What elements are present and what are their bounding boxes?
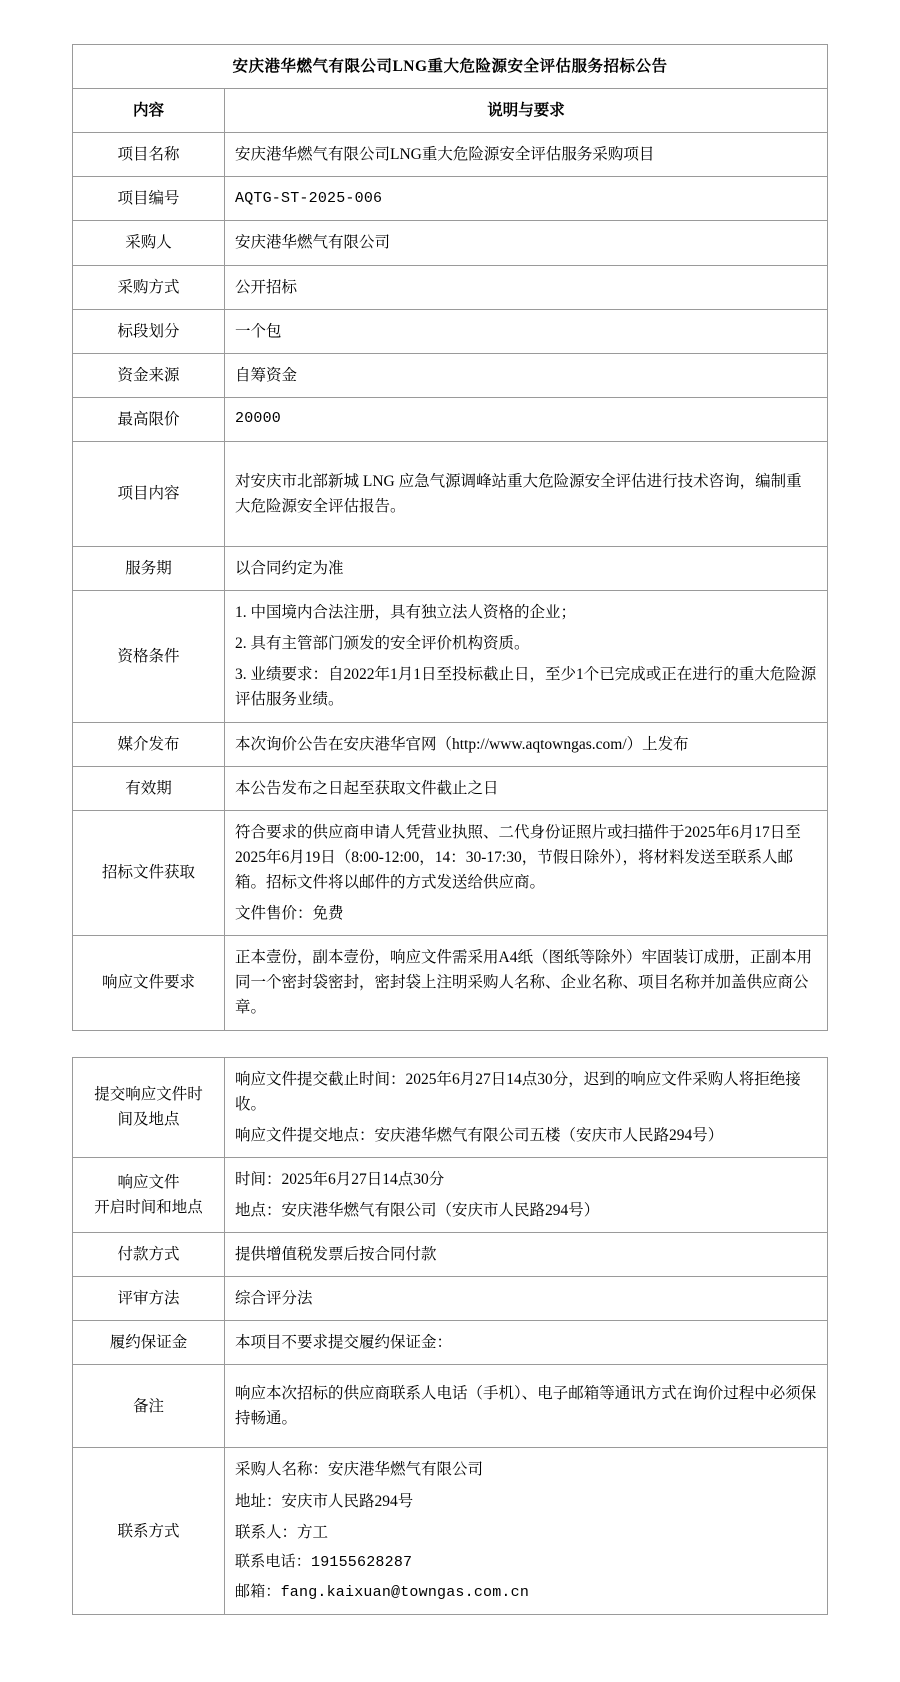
announcement-table-secondary [72,1057,828,1616]
row-label: 标段划分 [73,309,225,353]
row-value [225,265,828,309]
row-label: 采购人 [73,221,225,265]
row-value [225,177,828,221]
table-row [73,591,828,722]
row-label-line: 响应文件 [117,1173,180,1191]
column-header-description: 说明与要求 [225,89,828,133]
row-value-line: 安庆港华燃气有限公司 [235,234,391,252]
row-label: 项目编号 [73,177,225,221]
row-label: 联系方式 [73,1448,225,1615]
row-label: 项目内容 [73,441,225,546]
announcement-table-main [72,44,828,1031]
row-value-line: 邮箱：fang.kaixuan@towngas.com.cn [235,1584,530,1602]
row-label: 媒介发布 [73,722,225,766]
table-row [73,397,828,441]
row-value [225,133,828,177]
row-label: 招标文件获取 [73,810,225,935]
row-value-line: 联系电话：19155628287 [235,1553,413,1571]
row-value [225,1057,828,1157]
row-value-line: 符合要求的供应商申请人凭营业执照、二代身份证照片或扫描件于2025年6月17日至2025年6月19日（8:00-12:00，14：30-17:30，节假日除外），将材料发送至联系人邮箱。招标文件将以邮件的方式发送给供应商。 [235,823,801,891]
table-row [73,441,828,546]
row-value-line: 响应文件提交地点：安庆港华燃气有限公司五楼（安庆市人民路294号） [235,1126,724,1144]
header-row [73,89,828,133]
table-row [73,309,828,353]
table-row [73,1157,828,1232]
row-value [225,1233,828,1277]
row-value-line: 3. 业绩要求：自2022年1月1日至投标截止日，至少1个已完成或正在进行的重大危险源评估服务业绩。 [235,666,817,709]
table-row [73,1057,828,1157]
announcement-table-main-body [73,45,828,1031]
row-label: 履约保证金 [73,1321,225,1365]
title-row [73,45,828,89]
row-value-line: 时间：2025年6月27日14点30分 [235,1170,445,1188]
row-value-line: 1. 中国境内合法注册，具有独立法人资格的企业； [235,604,577,622]
row-value [225,936,828,1030]
row-value-line: 对安庆市北部新城 LNG 应急气源调峰站重大危险源安全评估进行技术咨询，编制重大危险源安全评估报告。 [235,472,802,515]
row-value [225,1365,828,1448]
row-label: 付款方式 [73,1233,225,1277]
row-value [225,309,828,353]
table-row [73,1448,828,1615]
row-value [225,1321,828,1365]
row-value-line: 安庆港华燃气有限公司LNG重大危险源安全评估服务采购项目 [235,146,655,164]
row-value [225,766,828,810]
table-row [73,221,828,265]
table-row [73,265,828,309]
table-row [73,722,828,766]
row-label: 资格条件 [73,591,225,722]
row-value-line: 一个包 [235,322,282,340]
row-value-line: 联系人：方工 [235,1523,329,1541]
table-row [73,936,828,1030]
row-value-line: 地点：安庆港华燃气有限公司（安庆市人民路294号） [235,1201,600,1219]
row-label: 采购方式 [73,265,225,309]
row-label [73,1157,225,1232]
row-value-line: 提供增值税发票后按合同付款 [235,1246,437,1264]
row-value [225,1157,828,1232]
row-value-line: 公开招标 [235,278,298,296]
row-value-line: 20000 [235,410,282,428]
row-label: 最高限价 [73,397,225,441]
row-value-line: 综合评分法 [235,1290,313,1308]
row-label-line: 提交响应文件时 [94,1086,203,1104]
row-value-line: 响应文件提交截止时间：2025年6月27日14点30分，迟到的响应文件采购人将拒绝接收。 [235,1070,801,1113]
table-row [73,1277,828,1321]
row-value [225,546,828,590]
row-value [225,810,828,935]
announcement-table-secondary-body [73,1057,828,1615]
row-label: 服务期 [73,546,225,590]
row-label: 备注 [73,1365,225,1448]
row-value [225,1277,828,1321]
row-value [225,722,828,766]
table-row [73,353,828,397]
row-value-line: 本项目不要求提交履约保证金： [235,1334,453,1352]
row-label: 响应文件要求 [73,936,225,1030]
row-label: 有效期 [73,766,225,810]
row-value-line: 地址：安庆市人民路294号 [235,1492,414,1510]
row-value [225,397,828,441]
row-label: 评审方法 [73,1277,225,1321]
table-row [73,546,828,590]
row-label-line: 间及地点 [117,1111,180,1129]
table-row [73,810,828,935]
row-value-line: 以合同约定为准 [235,559,344,577]
row-value-line: 响应本次招标的供应商联系人电话（手机）、电子邮箱等通讯方式在询价过程中必须保持畅通。 [235,1385,817,1428]
row-value-line: 本公告发布之日起至获取文件截止之日 [235,779,499,797]
row-value [225,221,828,265]
row-value-line: 自筹资金 [235,366,298,384]
row-label-line: 开启时间和地点 [94,1198,203,1216]
row-label: 资金来源 [73,353,225,397]
row-label [73,1057,225,1157]
row-value [225,353,828,397]
row-value-line: 正本壹份，副本壹份，响应文件需采用A4纸（图纸等除外）牢固装订成册，正副本用同一个密封袋密封，密封袋上注明采购人名称、企业名称、项目名称并加盖供应商公章。 [235,949,812,1017]
row-value-line: 本次询价公告在安庆港华官网（http://www.aqtowngas.com/）上发布 [235,735,689,753]
page-title: 安庆港华燃气有限公司LNG重大危险源安全评估服务招标公告 [73,45,828,89]
row-value [225,1448,828,1615]
row-value-line: 文件售价：免费 [235,905,344,923]
table-row [73,177,828,221]
table-row [73,1365,828,1448]
table-row [73,1321,828,1365]
row-value [225,441,828,546]
column-header-content: 内容 [73,89,225,133]
row-value-line: 采购人名称：安庆港华燃气有限公司 [235,1461,484,1479]
table-gap-divider [72,1031,828,1057]
row-label: 项目名称 [73,133,225,177]
table-row [73,133,828,177]
row-value-line: AQTG-ST-2025-006 [235,189,383,207]
row-value [225,591,828,722]
row-value-line: 2. 具有主管部门颁发的安全评价机构资质。 [235,635,530,653]
table-row [73,1233,828,1277]
table-row [73,766,828,810]
